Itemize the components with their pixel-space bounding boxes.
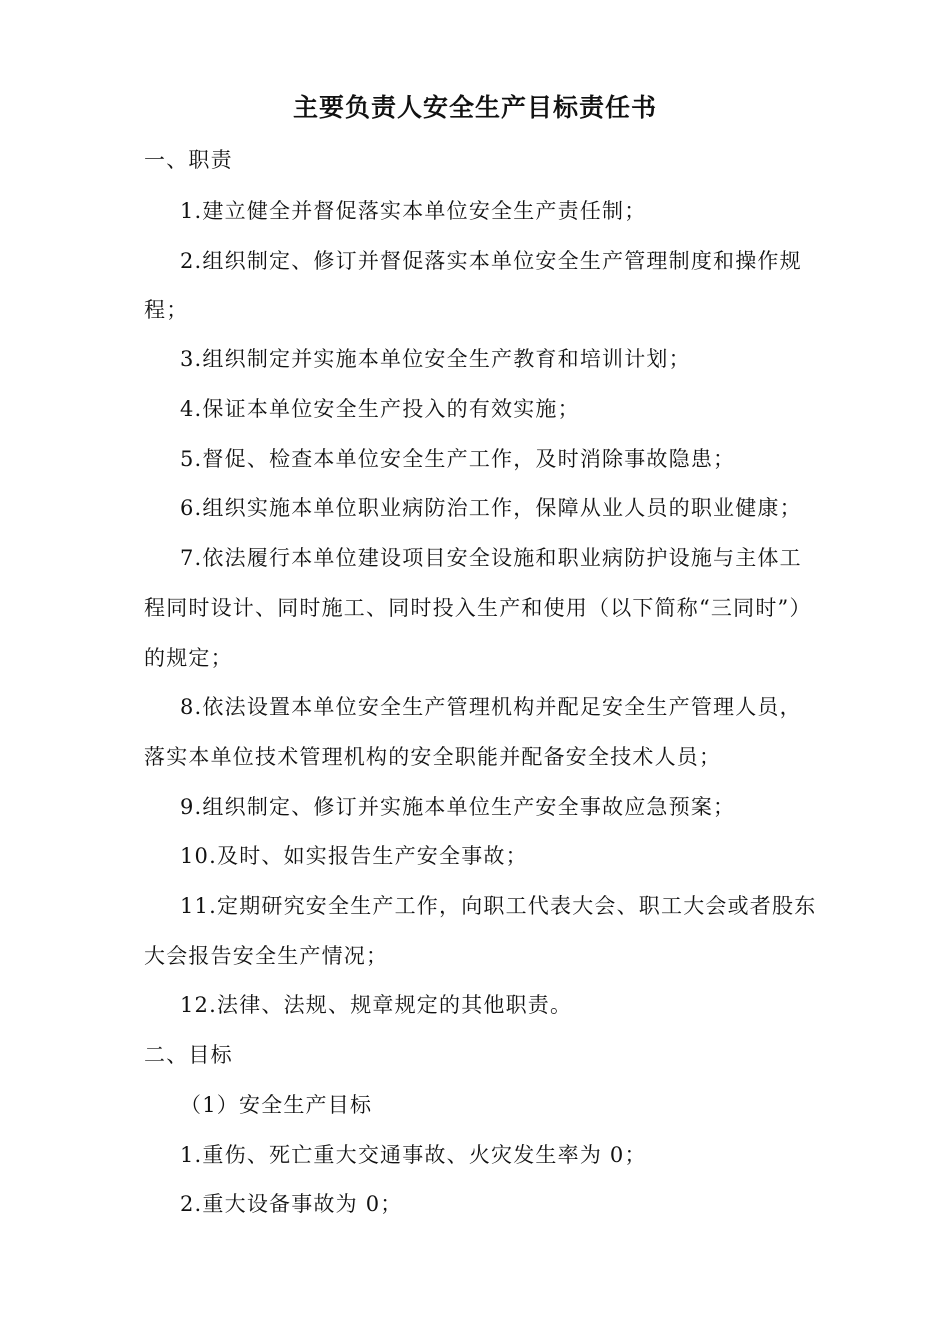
duty-item-5: 5.督促、检查本单位安全生产工作，及时消除事故隐患； bbox=[180, 447, 736, 471]
duty-item-11: 11.定期研究安全生产工作，向职工代表大会、职工大会或者股东 bbox=[180, 894, 817, 918]
document-title: 主要负责人安全生产目标责任书 bbox=[292, 93, 657, 122]
goal-item-1: 1.重伤、死亡重大交通事故、火灾发生率为 0； bbox=[180, 1143, 647, 1167]
section-heading-duties: 一、职责 bbox=[144, 148, 233, 172]
duty-item-1: 1.建立健全并督促落实本单位安全生产责任制； bbox=[180, 199, 647, 223]
duty-item-6: 6.组织实施本单位职业病防治工作，保障从业人员的职业健康； bbox=[180, 496, 802, 520]
duty-item-9: 9.组织制定、修订并实施本单位生产安全事故应急预案； bbox=[180, 795, 736, 819]
section-heading-goals: 二、目标 bbox=[144, 1043, 233, 1067]
duty-item-8-continuation: 落实本单位技术管理机构的安全职能并配备安全技术人员； bbox=[144, 745, 722, 769]
goals-subheading: （1）安全生产目标 bbox=[180, 1093, 373, 1117]
duty-item-12: 12.法律、法规、规章规定的其他职责。 bbox=[180, 993, 573, 1017]
duty-item-7-continuation-2: 的规定； bbox=[144, 646, 233, 670]
duty-item-7-continuation: 程同时设计、同时施工、同时投入生产和使用（以下简称“三同时”） bbox=[144, 596, 812, 620]
duty-item-7: 7.依法履行本单位建设项目安全设施和职业病防护设施与主体工 bbox=[180, 546, 802, 570]
duty-item-8: 8.依法设置本单位安全生产管理机构并配足安全生产管理人员， bbox=[180, 695, 802, 719]
duty-item-11-continuation: 大会报告安全生产情况； bbox=[144, 944, 389, 968]
duty-item-10: 10.及时、如实报告生产安全事故； bbox=[180, 844, 528, 868]
duty-item-3: 3.组织制定并实施本单位安全生产教育和培训计划； bbox=[180, 347, 691, 371]
duty-item-2-continuation: 程； bbox=[144, 298, 189, 322]
goal-item-2: 2.重大设备事故为 0； bbox=[180, 1192, 403, 1216]
duty-item-2: 2.组织制定、修订并督促落实本单位安全生产管理制度和操作规 bbox=[180, 249, 802, 273]
duty-item-4: 4.保证本单位安全生产投入的有效实施； bbox=[180, 397, 580, 421]
